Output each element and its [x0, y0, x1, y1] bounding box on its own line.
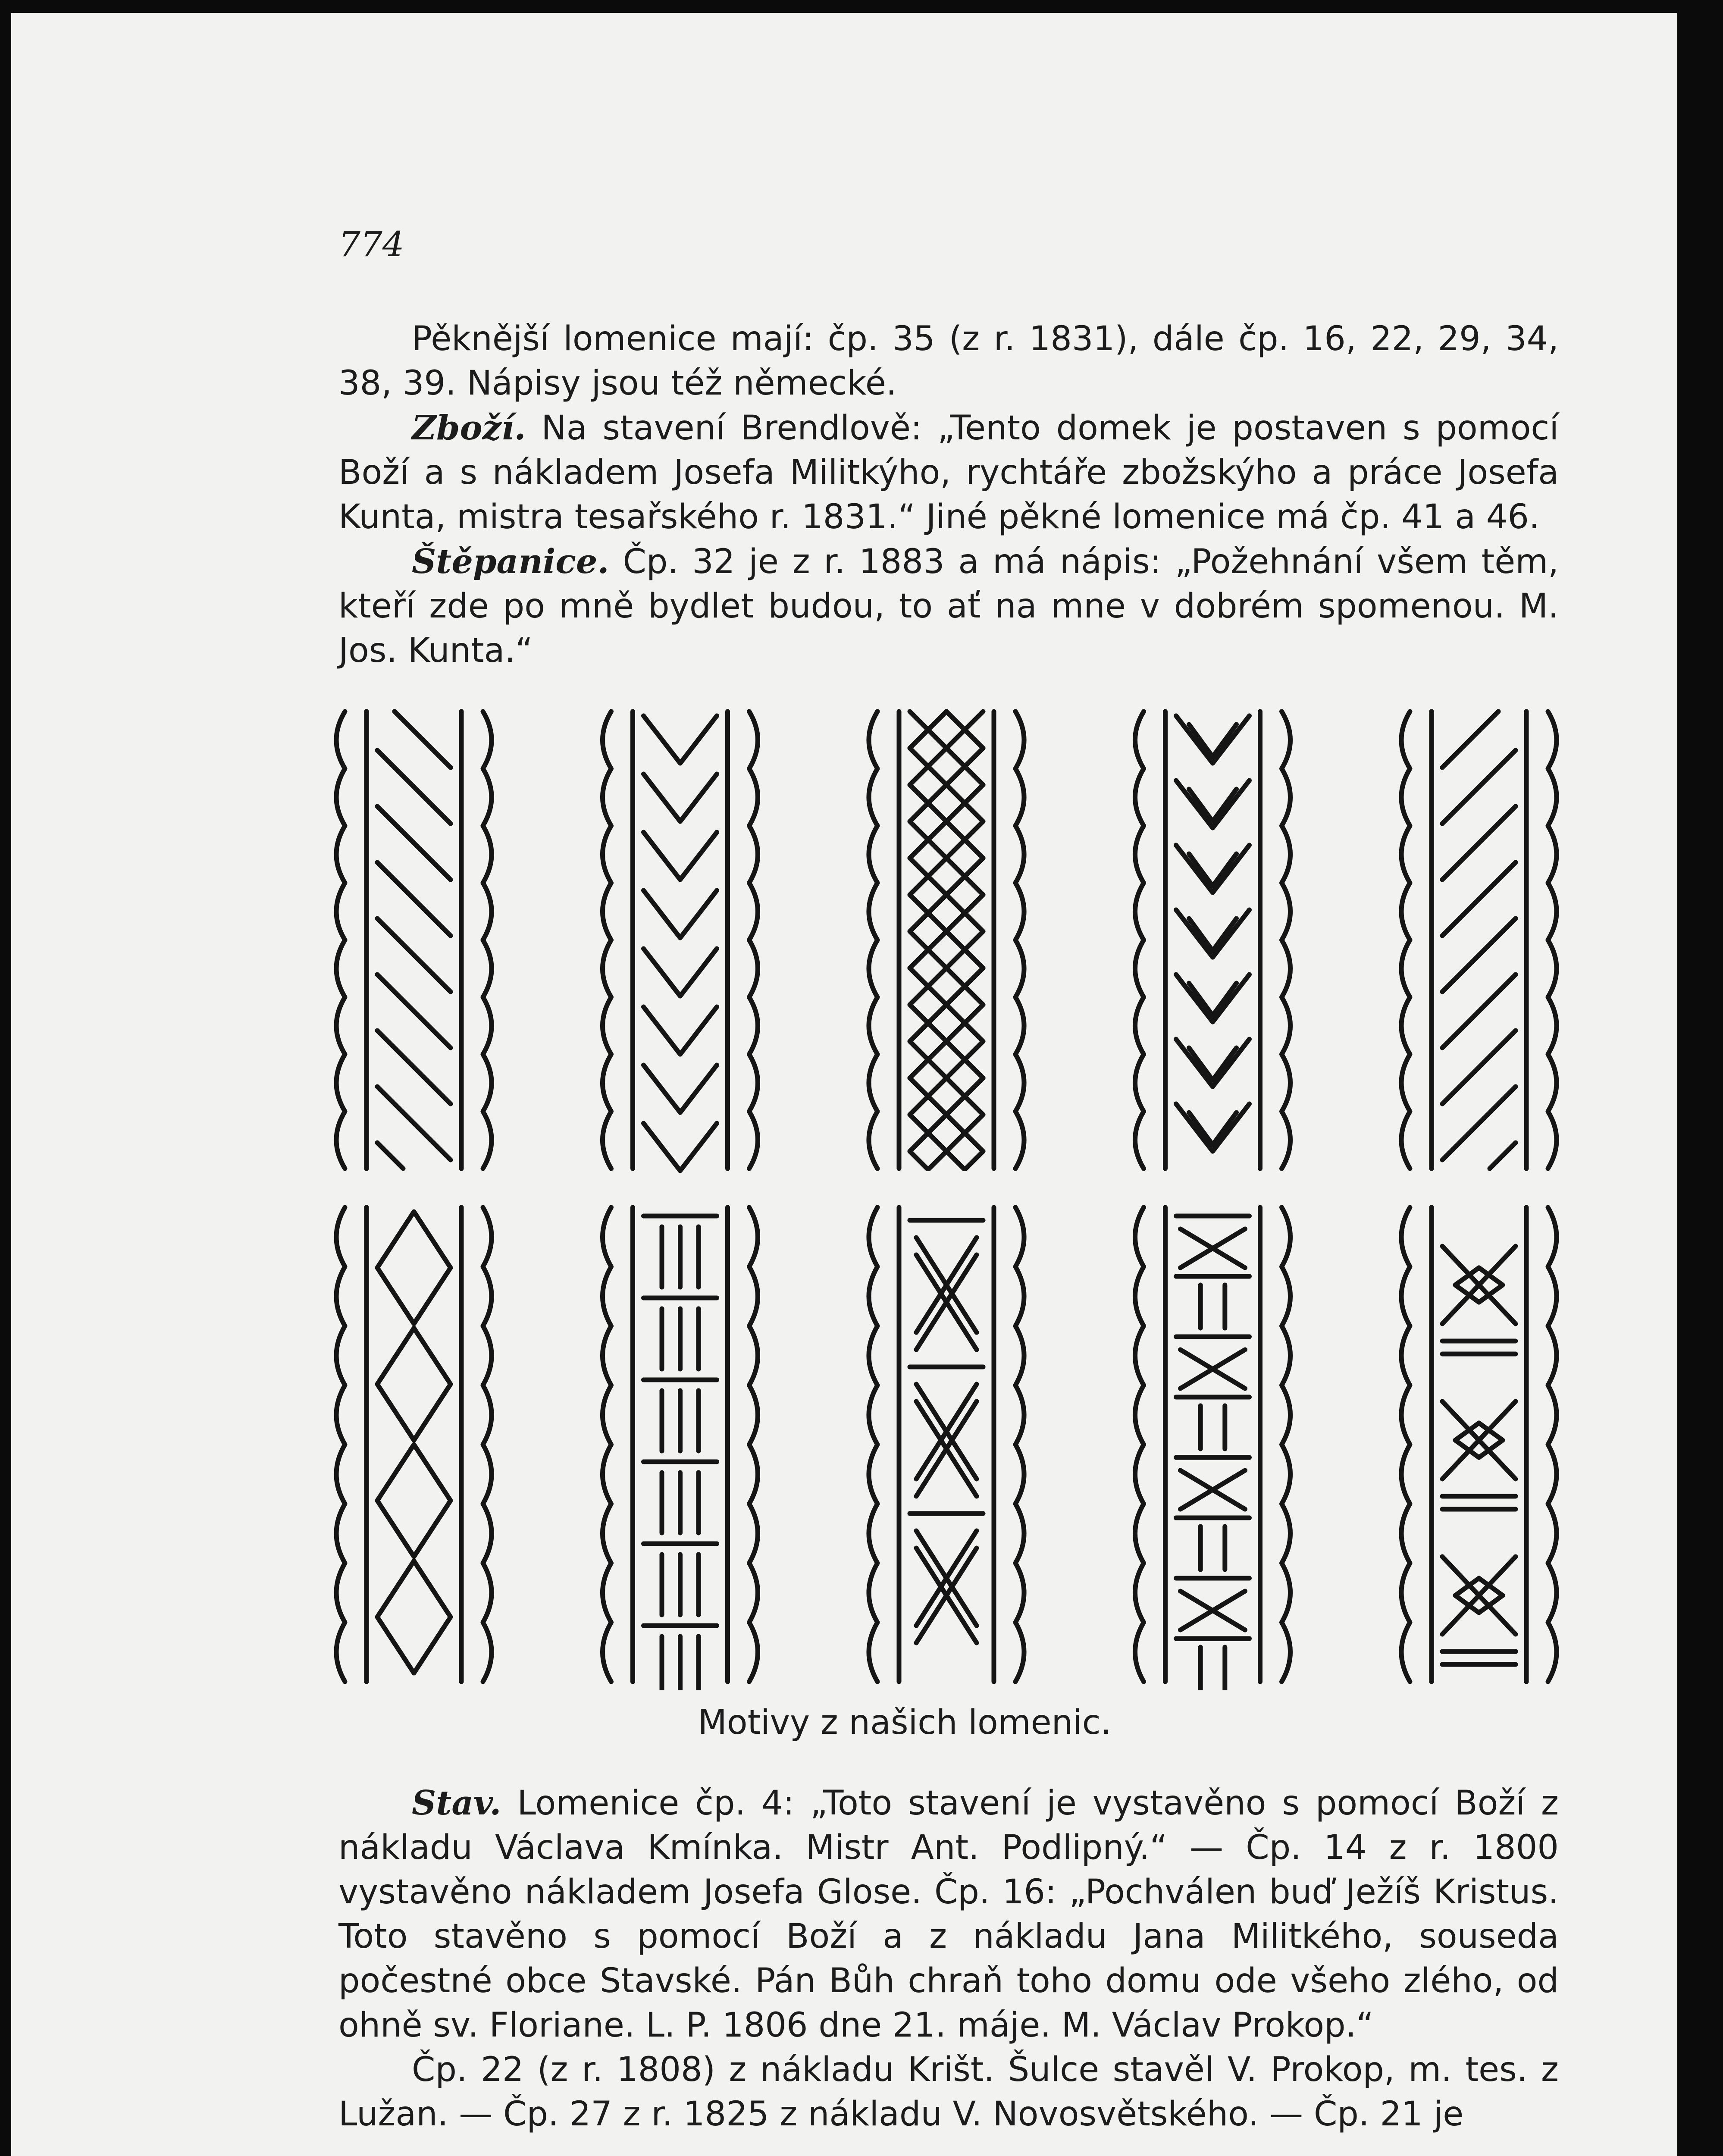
- page-number: 774: [338, 224, 404, 264]
- paragraph: Stav. Lomenice čp. 4: „Toto stavení je vystavěno s pomocí Boží z nákladu Václava Kmínka. Mistr Ant. Podlipný.“ — Čp. 14 z r. 1800 vystavěno nákladem Josefa Glose. Čp. 16: „Pochválen buď Ježíš Kristus. Toto stavěno s pomocí Boží a z nákladu Jana Militkého, souseda počestné obce Stavské. Pán Bůh chraň toho domu ode všeho zlého, od ohně sv. Floriane. L. P. 1806 dne 21. máje. M. Václav Prokop.“: [338, 1783, 1559, 2045]
- scan-border-right: [1677, 0, 1723, 2156]
- motif-x-cross-panels: [869, 1207, 1024, 1682]
- motif-diagonal-hatch: [336, 711, 492, 1169]
- motif-lattice-crosshatch: [869, 711, 1024, 1169]
- paragraph: Čp. 22 (z r. 1808) z nákladu Krišt. Šulce stavěl V. Prokop, m. tes. z Lužan. — Čp. 27 z r. 1825 z nákladu V. Novosvětského. — Čp. 21 je: [338, 2050, 1559, 2134]
- motif-double-chevron: [1135, 711, 1291, 1169]
- scan-border-left: [0, 0, 11, 2156]
- bottom-text-block: [338, 1781, 1559, 2137]
- figure-caption: Motivy z našich lomenic.: [698, 1703, 1112, 1742]
- ornament-figure: [328, 703, 1565, 1690]
- motif-x-diamond-panels: [1401, 1207, 1557, 1682]
- place-heading: Zboží.: [412, 408, 526, 448]
- paragraph: Pěknější lomenice mají: čp. 35 (z r. 1831), dále čp. 16, 22, 29, 34, 38, 39. Nápisy jsou též německé.: [338, 320, 1559, 403]
- paragraph: Štěpanice. Čp. 32 je z r. 1883 a má nápis: „Požehnání všem těm, kteří zde po mně bydlet budou, to ať na mne v dobrém spomenou. M. Jos. Kunta.“: [338, 542, 1559, 670]
- top-text-block: [338, 317, 1559, 673]
- scan-border-top: [0, 0, 1723, 13]
- place-heading: Stav.: [412, 1783, 501, 1823]
- paragraph: Zboží. Na stavení Brendlově: „Tento domek je postaven s pomocí Boží a s nákladem Josefa Militkýho, rychtáře zbožskýho a práce Josefa Kunta, mistra tesařského r. 1831.“ Jiné pěkné lomenice má čp. 41 a 46.: [338, 408, 1559, 536]
- motif-mixed-panels: [1135, 1207, 1291, 1690]
- motif-ladder-bars: [603, 1207, 758, 1690]
- motif-diagonal-hatch-reverse: [1401, 711, 1557, 1169]
- ornament-drawing: [328, 703, 1565, 1690]
- motif-diamond-chain: [336, 1207, 492, 1682]
- motif-chevron-down: [603, 711, 758, 1171]
- place-heading: Štěpanice.: [412, 542, 609, 581]
